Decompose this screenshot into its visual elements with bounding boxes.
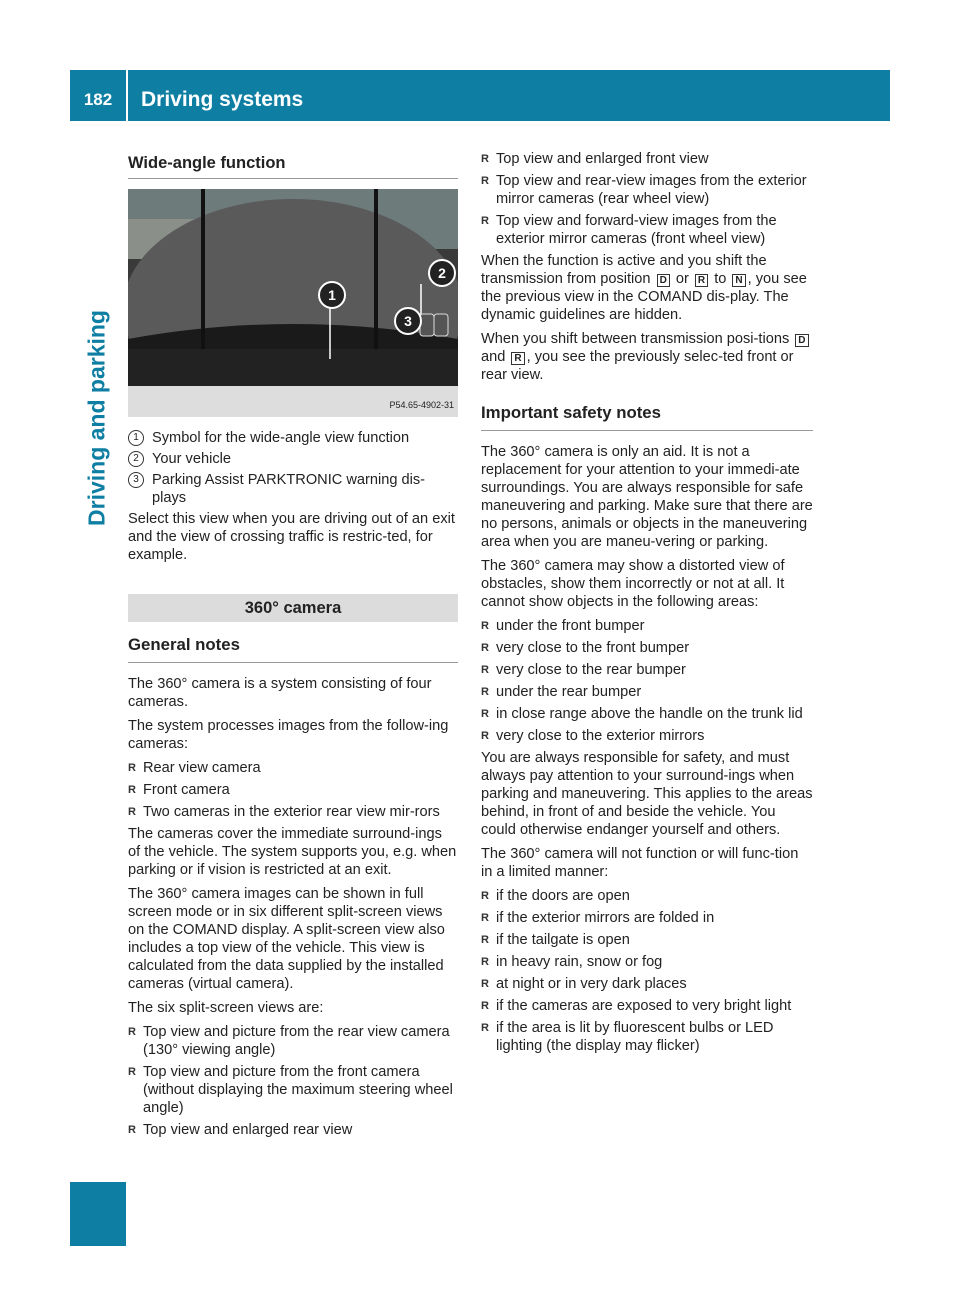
paragraph: The six split-screen views are: (128, 1000, 324, 1016)
list-item: R under the rear bumper (481, 683, 813, 701)
left-column (128, 150, 458, 1143)
legend-item (128, 429, 458, 447)
list-item: R very close to the front bumper (481, 639, 813, 657)
camera-view-illustration (128, 189, 458, 386)
text: When the function is active and you shift the transmission from position (481, 253, 767, 287)
paragraph: The cameras cover the immediate surround-ings of the vehicle. The system supports you, e.g. when parking or if vision is restricted at an exit. (128, 826, 457, 878)
chapter-title: Driving systems (141, 88, 304, 111)
list-item: R Top view and enlarged rear view (128, 1121, 458, 1139)
key-r-icon: R (695, 274, 708, 287)
list-item: R in close range above the handle on the trunk lid (481, 705, 813, 723)
figure-caption-area (128, 386, 458, 417)
section-title-wide-angle: Wide-angle function (128, 150, 458, 179)
figure-code: P54.65-4902-31 (389, 400, 454, 410)
callout-2: 2 (428, 259, 456, 287)
list-item: R if the doors are open (481, 887, 813, 905)
list-item: R in heavy rain, snow or fog (481, 953, 813, 971)
paragraph-shift-1 (481, 252, 813, 324)
list-item: R Top view and rear-view images from the exterior mirror cameras (rear wheel view) (481, 172, 813, 208)
key-d-icon: D (657, 274, 670, 287)
camera-image (128, 189, 458, 386)
list-item: R if the exterior mirrors are folded in (481, 909, 813, 927)
paragraph: The 360° camera may show a distorted view of obstacles, show them incorrectly or not at all. It cannot show objects in the following areas: (481, 558, 785, 610)
paragraph: You are always responsible for safety, and must always pay attention to your surround-ings when parking and maneuvering. This applies to the areas behind, in front of and beside the vehicle. You could otherwise endanger yourself and others. (481, 750, 813, 838)
key-n-icon: N (732, 274, 745, 287)
text: or (671, 271, 693, 287)
text: and (481, 349, 510, 365)
header-divider (126, 70, 128, 121)
legend-text: Parking Assist PARKTRONIC warning dis-plays (152, 472, 426, 506)
page-number: 182 (83, 90, 113, 109)
paragraph: The 360° camera will not function or will func-tion in a limited manner: (481, 846, 799, 880)
legend-number: 2 (128, 451, 144, 467)
list-item: R if the tailgate is open (481, 931, 813, 949)
text: When you shift between transmission posi-tions (481, 331, 794, 347)
list-item: R very close to the rear bumper (481, 661, 813, 679)
callout-1: 1 (318, 281, 346, 309)
subsection-title-general-notes: General notes (128, 630, 458, 663)
list-item: R Front camera (128, 781, 458, 799)
legend-text: Symbol for the wide-angle view function (152, 430, 410, 446)
section-heading-360-camera: 360° camera (128, 594, 458, 622)
callout-3: 3 (394, 307, 422, 335)
list-item: R very close to the exterior mirrors (481, 727, 813, 745)
paragraph: The 360° camera is a system consisting of four cameras. (128, 676, 432, 710)
key-d-icon: D (795, 334, 808, 347)
legend-number: 1 (128, 430, 144, 446)
camera-figure (128, 189, 458, 417)
text: to (710, 271, 731, 287)
list-item: R at night or in very dark places (481, 975, 813, 993)
list-item: R if the area is lit by fluorescent bulbs or LED lighting (the display may flicker) (481, 1019, 813, 1055)
key-r-icon: R (511, 352, 524, 365)
list-item: R Top view and picture from the rear view camera (130° viewing angle) (128, 1023, 458, 1059)
list-item: R Top view and picture from the front camera (without displaying the maximum steering wheel angle) (128, 1063, 458, 1117)
paragraph: Select this view when you are driving out of an exit and the view of crossing traffic is restric-ted, for example. (128, 511, 455, 563)
legend-text: Your vehicle (152, 451, 231, 467)
list-item: R Top view and enlarged front view (481, 150, 813, 168)
right-column (481, 150, 813, 1059)
text: , you see the previous view in the COMAND dis-play. The dynamic guidelines are hidden. (481, 271, 807, 323)
legend-item (128, 450, 458, 468)
list-item: R Two cameras in the exterior rear view mir-rors (128, 803, 458, 821)
text: , you see the previously selec-ted front or rear view. (481, 349, 794, 383)
side-tab-label: Driving and parking (83, 310, 110, 526)
legend-item (128, 471, 458, 507)
list-item: R under the front bumper (481, 617, 813, 635)
legend-number: 3 (128, 472, 144, 488)
paragraph: The 360° camera images can be shown in full screen mode or in six different split-screen views on the COMAND display. A split-screen view also includes a top view of the vehicle. This view is calculated from the data supplied by the installed cameras (virtual camera). (128, 886, 445, 992)
list-item: R if the cameras are exposed to very bright light (481, 997, 813, 1015)
list-item: R Rear view camera (128, 759, 458, 777)
list-item: R Top view and forward-view images from the exterior mirror cameras (front wheel view) (481, 212, 813, 248)
paragraph-shift-2 (481, 330, 813, 384)
side-tab-block (70, 1182, 126, 1246)
subsection-title-safety: Important safety notes (481, 398, 813, 431)
paragraph: The 360° camera is only an aid. It is not a replacement for your attention to your immedi-ate surroundings. You are always responsible for safe maneuvering and parking. Make sure that there are no persons, animals or objects in the maneuvering area when you are maneu-vering or parking. (481, 444, 813, 550)
paragraph: The system processes images from the follow-ing cameras: (128, 718, 449, 752)
